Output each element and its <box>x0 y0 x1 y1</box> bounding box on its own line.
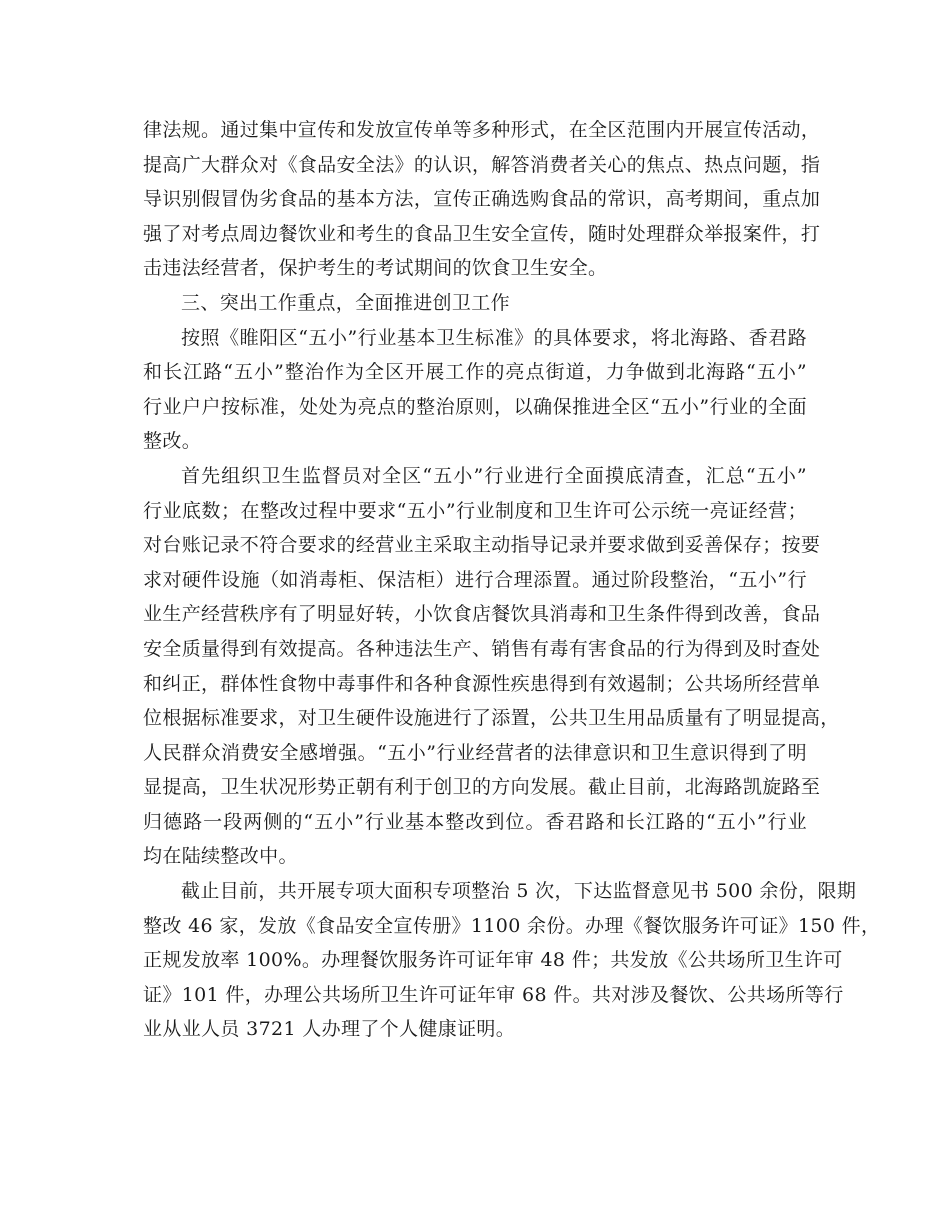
text-line: 和长江路“五小”整治作为全区开展工作的亮点街道，力争做到北海路“五小” <box>143 361 807 384</box>
text-line: 安全质量得到有效提高。各种违法生产、销售有毒有害食品的行为得到及时查处 <box>143 637 821 660</box>
text-line: 截止目前，共开展专项大面积专项整治 5 次，下达监督意见书 500 余份，限期 <box>181 880 857 903</box>
text-line: 业生产经营秩序有了明显好转，小饮食店餐饮具消毒和卫生条件得到改善，食品 <box>143 603 821 626</box>
text-line: 行业底数；在整改过程中要求“五小”行业制度和卫生许可公示统一亮证经营； <box>143 499 807 522</box>
text-line: 证》101 件，办理公共场所卫生许可证年审 68 件。共对涉及餐饮、公共场所等行 <box>143 983 844 1006</box>
text-line: 显提高，卫生状况形势正朝有利于创卫的方向发展。截止目前，北海路凯旋路至 <box>143 776 821 799</box>
text-line: 律法规。通过集中宣传和发放宣传单等多种形式，在全区范围内开展宣传活动， <box>143 119 821 141</box>
text-line: 强了对考点周边餐饮业和考生的食品卫生安全宣传，随时处理群众举报案件，打 <box>143 222 821 245</box>
text-line: 整改 46 家，发放《食品安全宣传册》1100 余份。办理《餐饮服务许可证》150 件， <box>143 914 881 937</box>
text-line: 归德路一段两侧的“五小”行业基本整改到位。香君路和长江路的“五小”行业 <box>143 810 807 833</box>
text-line: 击违法经营者，保护考生的考试期间的饮食卫生安全。 <box>143 257 608 280</box>
text-line: 业从业人员 3721 人办理了个人健康证明。 <box>143 1018 516 1041</box>
text-line: 均在陆续整改中。 <box>143 845 298 868</box>
text-line: 提高广大群众对《食品安全法》的认识，解答消费者关心的焦点、热点问题，指 <box>143 153 821 176</box>
text-line: 位根据标准要求，对卫生硬件设施进行了添置，公共卫生用品质量有了明显提高， <box>143 707 840 730</box>
text-line: 和纠正，群体性食物中毒事件和各种食源性疾患得到有效遏制；公共场所经营单 <box>143 672 821 695</box>
text-line: 按照《睢阳区“五小”行业基本卫生标准》的具体要求，将北海路、香君路 <box>181 326 807 349</box>
text-line: 行业户户按标准，处处为亮点的整治原则，以确保推进全区“五小”行业的全面 <box>143 395 807 418</box>
text-line: 求对硬件设施（如消毒柜、保洁柜）进行合理添置。通过阶段整治，“五小”行 <box>143 568 807 591</box>
document-body <box>143 113 881 1047</box>
text-line: 对台账记录不符合要求的经营业主采取主动指导记录并要求做到妥善保存；按要 <box>143 534 821 557</box>
text-line: 正规发放率 100%。办理餐饮服务许可证年审 48 件；共发放《公共场所卫生许可 <box>143 949 843 972</box>
text-line: 首先组织卫生监督员对全区“五小”行业进行全面摸底清查，汇总“五小” <box>181 464 807 487</box>
text-line: 整改。 <box>143 430 202 453</box>
text-line: 三、突出工作重点，全面推进创卫工作 <box>181 291 510 314</box>
text-line: 人民群众消费安全感增强。“五小”行业经营者的法律意识和卫生意识得到了明 <box>143 741 807 764</box>
text-line: 导识别假冒伪劣食品的基本方法，宣传正确选购食品的常识，高考期间，重点加 <box>143 188 821 211</box>
